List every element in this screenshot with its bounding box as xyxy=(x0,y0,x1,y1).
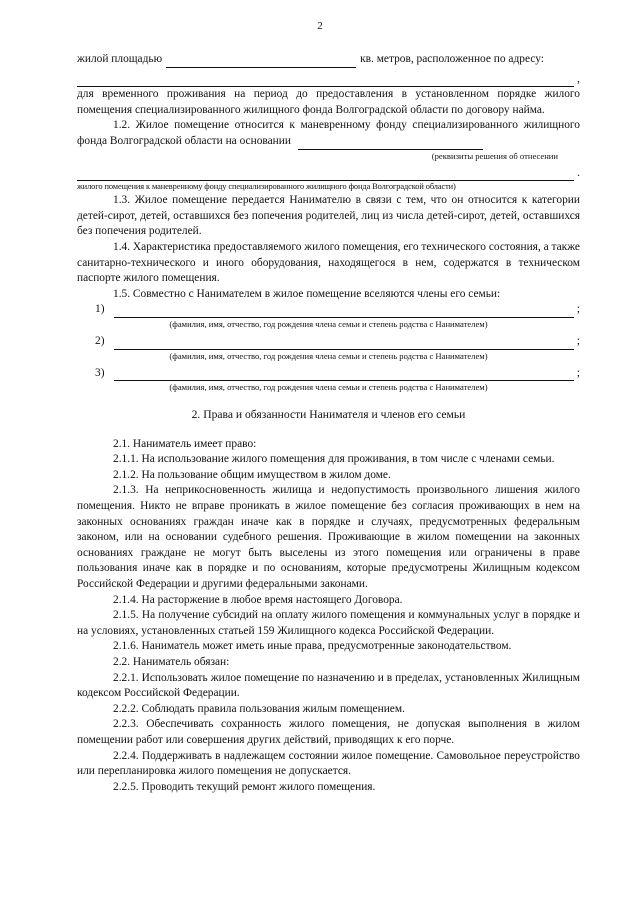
paragraph-1-3: 1.3. Жилое помещение передается Нанимателю в связи с тем, что он относится к категории детей-сирот, детей, оставшихся без попечения родителей, лиц из числа детей-сирот, детей, оставшихся без попечения родителей. xyxy=(77,194,580,238)
decision-blank[interactable] xyxy=(298,137,483,150)
clause-2-1-1: 2.1.1. На использование жилого помещения для проживания, в том числе с членами семьи. xyxy=(113,453,555,466)
family-member-caption: (фамилия, имя, отчество, год рождения члена семьи и степень родства с Нанимателем) xyxy=(169,350,488,361)
family-member-caption: (фамилия, имя, отчество, год рождения члена семьи и степень родства с Нанимателем) xyxy=(169,382,488,393)
clause-2-2-2: 2.2.2. Соблюдать правила пользования жилым помещением. xyxy=(113,702,405,715)
clause-2-2: 2.2. Наниматель обязан: xyxy=(113,656,230,668)
family-member-end: ; xyxy=(576,334,580,347)
clause-2-2-4: 2.2.4. Поддерживать в надлежащем состоянии жилое помещение. Самовольное переустройство или перепланировка жилого помещения не допускается. xyxy=(77,749,580,778)
section-2-title: 2. Права и обязанности Нанимателя и членов его семьи xyxy=(191,408,466,422)
family-member-1 xyxy=(77,302,580,330)
clause-2-1-4: 2.1.4. На расторжение в любое время настоящего Договора. xyxy=(113,593,403,606)
family-member-number: 2) xyxy=(95,334,105,347)
clause-2-2-1: 2.2.1. Использовать жилое помещение по назначению и в пределах, установленных Жилищным кодексом Российской Федерации. xyxy=(77,671,580,700)
clause-2-1-2: 2.1.2. На пользование общим имуществом в жилом доме. xyxy=(113,468,391,481)
family-member-number: 1) xyxy=(95,303,105,316)
clause-2-2-3: 2.2.3. Обеспечивать сохранность жилого помещения, не допуская выполнения в жилом помещении работ или совершения других действий, приводящих к его порче. xyxy=(77,718,580,746)
clause-2-1-3: 2.1.3. На неприкосновенность жилища и недопустимость произвольного лишения жилого помещения. Никто не вправе проникать в жилое помещение без согласия проживающих в нем на законных основаниях граждан иначе как в порядке и случаях, предусмотренных федеральным законом, или на основании судебного решения. Проживающие в жилом помещении на законных основаниях граждане не могут быть выселены из этого помещения или ограничены в праве пользования иначе как в порядке и по основаниям, которые предусмотрены Жилищным кодексом Российской Федерации и другими федеральными законами. xyxy=(77,484,580,591)
address-blank[interactable] xyxy=(77,74,574,87)
family-member-blank[interactable] xyxy=(114,337,574,350)
paragraph-1-4: 1.4. Характеристика предоставляемого жилого помещения, его технического состояния, а также санитарно-технического и иного оборудования, находящегося в нем, содержатся в техническом паспорте жилого помещения. xyxy=(77,240,580,285)
clause-2-1-5: 2.1.5. На получение субсидий на оплату жилого помещения и коммунальных услуг в порядке и на условиях, установленных статьей 159 Жилищного кодекса Российской Федерации. xyxy=(77,609,580,637)
family-member-number: 3) xyxy=(95,366,105,379)
family-member-blank[interactable] xyxy=(114,305,574,318)
family-member-end: ; xyxy=(576,366,580,379)
decision-caption: (реквизиты решения об отнесении xyxy=(431,150,558,161)
area-label: жилой площадью xyxy=(77,53,163,65)
family-member-caption: (фамилия, имя, отчество, год рождения члена семьи и степень родства с Нанимателем) xyxy=(169,318,488,329)
clause-2-2-5: 2.2.5. Проводить текущий ремонт жилого помещения. xyxy=(113,780,376,793)
paragraph-1-5: 1.5. Совместно с Нанимателем в жилое помещение вселяются члены его семьи: xyxy=(113,287,501,300)
page-number: 2 xyxy=(317,20,323,32)
address-line xyxy=(77,72,580,88)
paragraph-1-2-text: 1.2. Жилое помещение относится к маневренному фонду специализированного жилищного фонда Волгоградской области на основании xyxy=(77,119,580,147)
decision-blank-2[interactable] xyxy=(77,168,574,181)
area-blank[interactable] xyxy=(166,55,356,68)
decision-caption-2: жилого помещения к маневренному фонду специализированного жилищного фонда Волгоградской области) xyxy=(77,182,456,192)
clause-2-1-6: 2.1.6. Наниматель может иметь иные права, предусмотренные законодательством. xyxy=(113,640,512,653)
decision-line xyxy=(77,166,580,182)
area-line xyxy=(77,52,580,68)
family-member-end: ; xyxy=(576,303,580,316)
family-member-3 xyxy=(77,366,580,394)
address-label: кв. метров, расположенное по адресу: xyxy=(360,53,544,65)
address-line-end: , xyxy=(577,72,580,85)
family-member-blank[interactable] xyxy=(114,368,574,381)
paragraph-1-2 xyxy=(77,118,580,149)
document-body xyxy=(77,52,580,795)
decision-line-end: . xyxy=(577,166,580,179)
clause-2-1: 2.1. Наниматель имеет право: xyxy=(113,437,257,450)
temporary-residence-paragraph: для временного проживания на период до предоставления в установленном порядке жилого помещения специализированного жилищного фонда Волгоградской области по договору найма. xyxy=(77,88,580,116)
family-member-2 xyxy=(77,334,580,362)
